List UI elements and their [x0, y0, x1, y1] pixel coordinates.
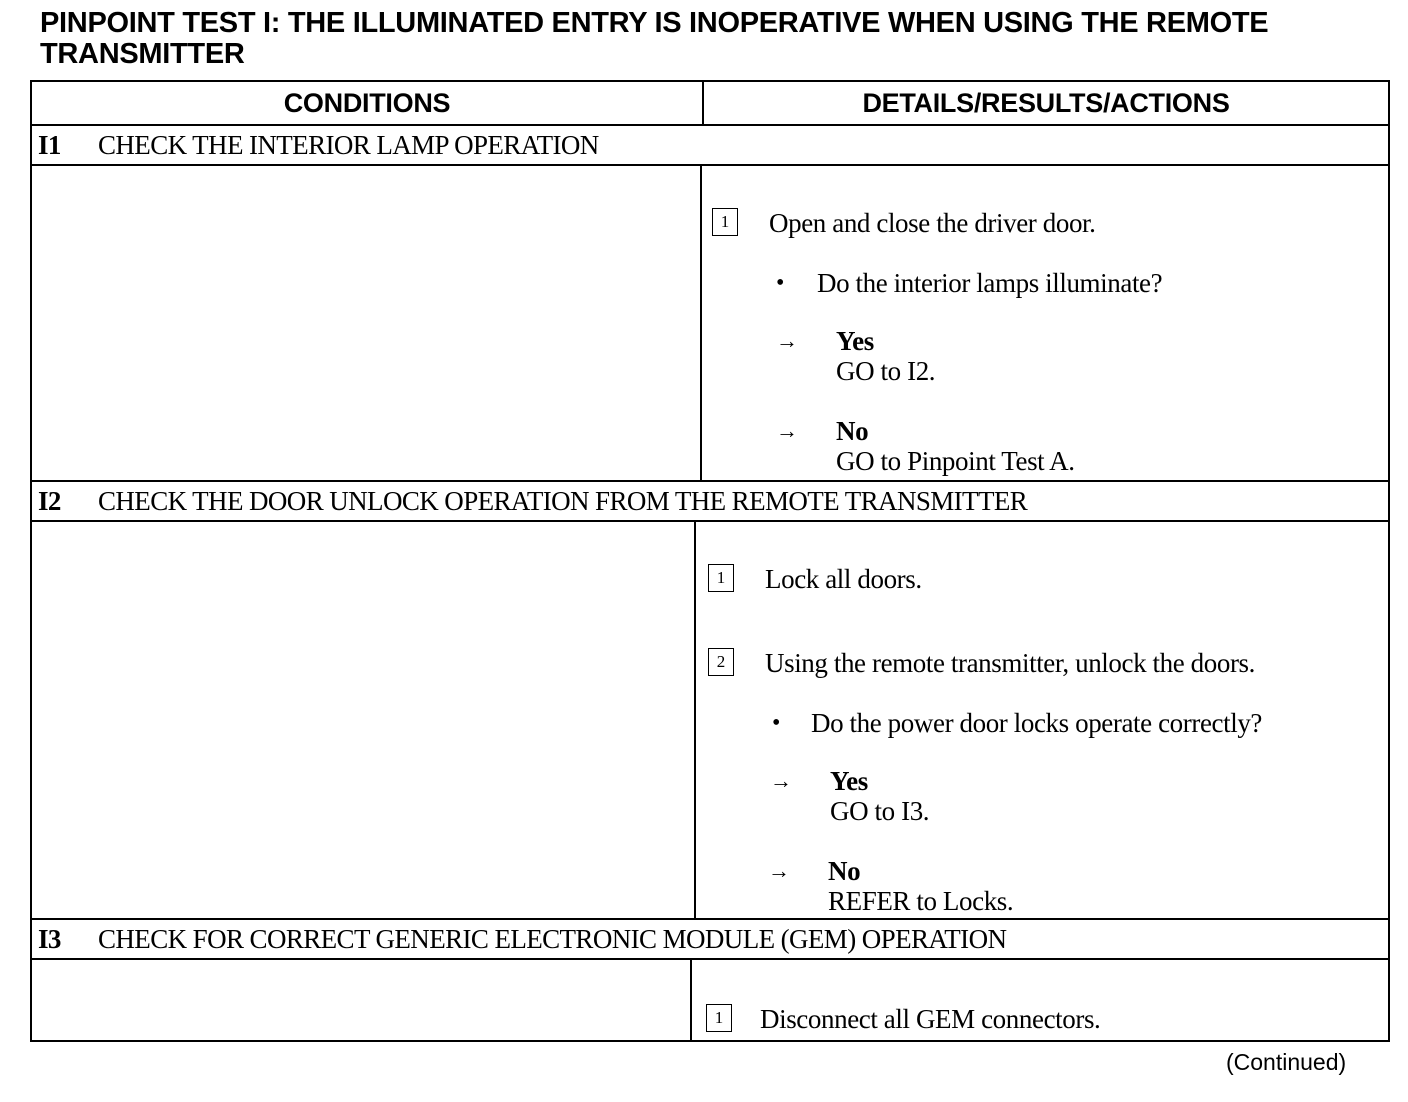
yes-action: GO to I2. [836, 356, 936, 386]
bullet-icon: • [776, 270, 785, 296]
step-i1-id: I1 [38, 130, 61, 160]
yes-label: Yes [830, 766, 868, 796]
action-text: Using the remote transmitter, unlock the doors. [765, 648, 1256, 678]
step-i3-title: CHECK FOR CORRECT GENERIC ELECTRONIC MODULE (GEM) OPERATION [98, 924, 1007, 954]
step-i3-body [32, 960, 1388, 1040]
arrow-right-icon: → [768, 858, 790, 883]
step-number-box: 2 [708, 648, 734, 676]
question-text: Do the power door locks operate correctly? [811, 708, 1263, 738]
details-header: DETAILS/RESULTS/ACTIONS [862, 88, 1230, 118]
bullet-icon: • [772, 710, 781, 736]
step-i3-id: I3 [38, 924, 61, 954]
pinpoint-test-table [30, 80, 1390, 1042]
step-i2-title: CHECK THE DOOR UNLOCK OPERATION FROM THE REMOTE TRANSMITTER [98, 486, 1028, 516]
table-header-row [32, 82, 1388, 126]
column-divider [690, 960, 692, 1040]
arrow-right-icon: → [776, 418, 798, 443]
no-label: No [836, 416, 869, 446]
step-i1-title-row [32, 126, 1388, 166]
continued-note: (Continued) [1226, 1049, 1347, 1075]
column-divider [694, 522, 696, 918]
action-text: Disconnect all GEM connectors. [760, 1004, 1101, 1034]
yes-action: GO to I3. [830, 796, 930, 826]
step-i2-body [32, 522, 1388, 920]
question-text: Do the interior lamps illuminate? [817, 268, 1163, 298]
step-i3-title-row [32, 920, 1388, 960]
arrow-right-icon: → [770, 768, 792, 793]
page-title: PINPOINT TEST I: THE ILLUMINATED ENTRY IS INOPERATIVE WHEN USING THE REMOTE TRANSMITTER [40, 7, 1269, 70]
step-number-box: 1 [712, 208, 738, 236]
column-divider [700, 166, 702, 480]
no-action: GO to Pinpoint Test A. [836, 446, 1075, 476]
step-i2-id: I2 [38, 486, 61, 516]
conditions-header: CONDITIONS [283, 88, 451, 118]
arrow-right-icon: → [776, 328, 798, 353]
step-number-box: 1 [706, 1004, 732, 1032]
step-number-box: 1 [708, 564, 734, 592]
action-text: Lock all doors. [765, 564, 922, 594]
no-label: No [828, 856, 861, 886]
no-action: REFER to Locks. [828, 886, 1014, 916]
step-i1-body [32, 166, 1388, 482]
action-text: Open and close the driver door. [769, 208, 1096, 238]
yes-label: Yes [836, 326, 874, 356]
step-i1-title: CHECK THE INTERIOR LAMP OPERATION [98, 130, 599, 160]
step-i2-title-row [32, 482, 1388, 522]
